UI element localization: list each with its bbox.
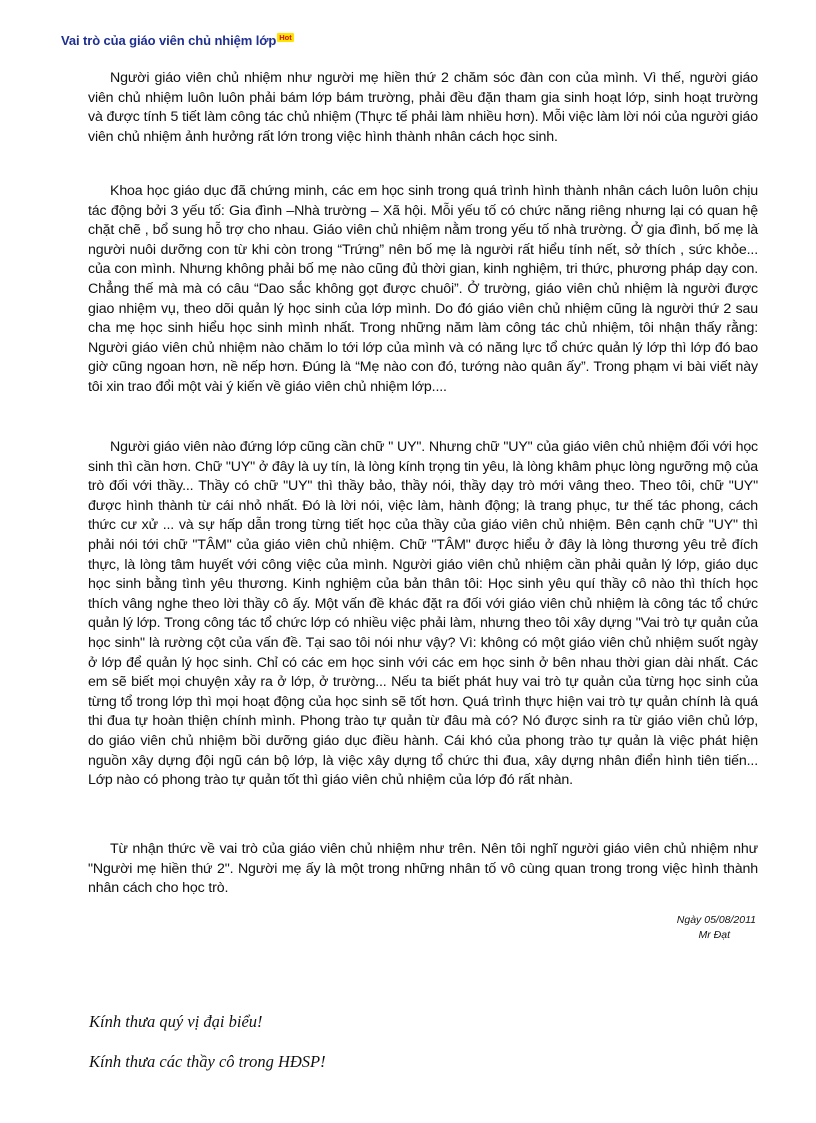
paragraph-2 — [88, 182, 758, 398]
title-row — [61, 33, 294, 48]
paragraph-1-text: Người giáo viên chủ nhiệm như người mẹ hiền thứ 2 chăm sóc đàn con của mình. Vì thế, người giáo viên chủ nhiệm luôn luôn phải bám lớp bám trường, phải đều đặn tham gia sinh hoạt lớp, sinh hoạt trường và được tính 5 tiết làm công tác chủ nhiệm (Thực tế phải làm nhiều hơn). Mỗi việc làm lời nói của người giáo viên chủ nhiệm ảnh hưởng rất lớn trong việc hình thành nhân cách học sinh. — [88, 70, 758, 145]
signature-author: Mr Đạt — [698, 929, 730, 941]
paragraph-2-text: Khoa học giáo dục đã chứng minh, các em học sinh trong quá trình hình thành nhân cách luôn luôn chịu tác động bởi 3 yếu tố: Gia đình –Nhà trường – Xã hội. Mỗi yếu tố có chức năng riêng nhưng lại có quan hệ chặt chẽ , bổ sung hỗ trợ cho nhau. Giáo viên chủ nhiệm nằm trong yếu tố nhà trường. Ở gia đình, bố mẹ là người nuôi dưỡng con từ khi còn trong “Trứng” nên bố mẹ là người rất hiểu tính nết, sở thích , sức khỏe... của con mình. Nhưng không phải bố mẹ nào cũng đủ thời gian, kinh nghiệm, tri thức, phương pháp dạy con. Chẳng thế mà mà có câu “Dao sắc không gọt được chuôi”. Ở trường, giáo viên chủ nhiệm là người được giao nhiệm vụ, theo dõi quản lý học sinh của lớp mình. Do đó giáo viên chủ nhiệm cũng là người thứ 2 sau cha mẹ học sinh hiểu học sinh mình nhất. Trong những năm làm công tác chủ nhiệm, tôi nhận thấy rằng: Người giáo viên chủ nhiệm nào chăm lo tới lớp của mình và có năng lực tổ chức quản lý lớp thì lớp đó bao giờ cũng ngoan hơn, nề nếp hơn. Đúng là “Mẹ nào con đó, tướng nào quân ấy”. Trong phạm vi bài viết này tôi xin trao đổi một vài ý kiến về giáo viên chủ nhiệm lớp.... — [88, 183, 758, 395]
paragraph-3-text: Người giáo viên nào đứng lớp cũng cần chữ " UY". Nhưng chữ "UY" của giáo viên chủ nhiệm đối với học sinh thì cần hơn. Chữ "UY" ở đây là uy tín, là lòng kính trọng tin yêu, là lòng khâm phục lòng ngưỡng mộ của trò đối với thầy... Thầy có chữ "UY" thì thầy bảo, thầy nói, thầy dạy trò mới vâng theo. Theo tôi, chữ "UY" được hình thành từ cái nhỏ nhất. Đó là lời nói, việc làm, hành động; là trang phục, tư thế tác phong, cách thức cư xử ... và sự hấp dẫn trong từng tiết học của thầy của giáo viên chủ nhiệm. Bên cạnh chữ "UY" thì phải nói tới chữ "TÂM" của giáo viên chủ nhiệm. Chữ "TÂM" được hiểu ở đây là lòng thương yêu trẻ đích thực, là lòng tâm huyết với công việc của mình. Người giáo viên chủ nhiệm cần phải quản lý lớp, giáo dục học sinh bằng tình yêu thương. Kinh nghiệm của bản thân tôi: Học sinh yêu quí thầy cô nào thì thích học thích vâng nghe theo lời thầy cô ấy. Một vấn đề khác đặt ra đối với giáo viên chủ nhiệm là công tác tổ chức quản lý lớp. Trong công tác tổ chức lớp có nhiều việc phải làm, nhưng theo tôi xây dựng "Vai trò tự quản của học sinh" là rường cột của vấn đề. Tại sao tôi nói như vậy? Vì: không có một giáo viên chủ nhiệm suốt ngày ở lớp để quản lý học sinh. Chỉ có các em học sinh với các em học sinh ở bên nhau thời gian dài nhất. Các em sẽ biết mọi chuyện xảy ra ở lớp, ở trường... Nếu ta biết phát huy vai trò tự quản của từng học sinh của từng tổ trong lớp thì mọi hoạt động của học sinh sẽ tốt hơn. Quá trình thực hiện vai trò tự quản chính là quá thi đua tự hoàn thiện chính mình. Phong trào tự quản từ đâu mà có? Nó được sinh ra từ giáo viên chủ lớp, do giáo viên chủ nhiệm bồi dưỡng giáo dục điều hành. Cái khó của phong trào tự quản là việc phát hiện nguồn xây dựng đội ngũ cán bộ lớp, là việc xây dựng tổ chức thi đua, xây dựng nhân điển hình tiên tiến... Lớp nào có phong trào tự quản tốt thì giáo viên chủ nhiệm của lớp đó rất nhàn. — [88, 439, 758, 789]
signature-block — [677, 913, 756, 943]
document-title[interactable]: Vai trò của giáo viên chủ nhiệm lớp — [61, 33, 277, 48]
paragraph-3 — [88, 438, 758, 791]
greeting-2: Kính thưa các thầy cô trong HĐSP! — [89, 1052, 326, 1071]
signature-date: Ngày 05/08/2011 — [676, 914, 756, 926]
greeting-1: Kính thưa quý vị đại biểu! — [89, 1012, 263, 1031]
paragraph-4-text: Từ nhận thức về vai trò của giáo viên chủ nhiệm như trên. Nên tôi nghĩ người giáo viên chủ nhiệm như "Người mẹ hiền thứ 2". Người mẹ ấy là một trong những nhân tố vô cùng quan trong trong việc hình thành nhân cách cho học trò. — [88, 841, 758, 897]
hot-badge: Hot — [279, 33, 292, 42]
paragraph-1 — [88, 69, 758, 147]
paragraph-4 — [88, 840, 758, 899]
